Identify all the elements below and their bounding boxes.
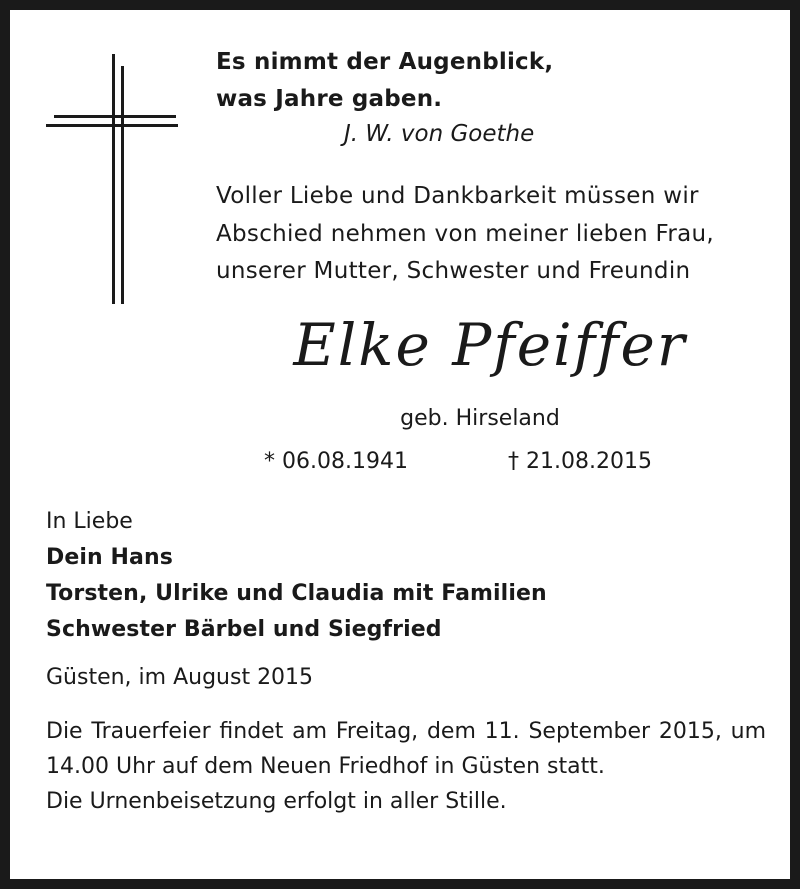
deceased-name: Elke Pfeiffer xyxy=(293,311,687,379)
intro-line-1: Voller Liebe und Dankbarkeit müssen wir xyxy=(216,183,699,209)
intro-line-3: unserer Mutter, Schwester und Freundin xyxy=(216,258,691,284)
cross-icon xyxy=(46,54,178,304)
mourners-block xyxy=(46,504,766,648)
intro-text xyxy=(216,178,776,291)
quote-line-1: Es nimmt der Augenblick, xyxy=(216,49,554,75)
birth-name: geb. Hirseland xyxy=(400,406,560,431)
signoff-intro: In Liebe xyxy=(46,509,133,534)
intro-line-2: Abschied nehmen von meiner lieben Frau, xyxy=(216,220,715,247)
quote-line-2: was Jahre gaben. xyxy=(216,86,443,112)
funeral-text: Die Trauerfeier findet am Freitag, dem 11. September 2015, um 14.00 Uhr auf dem Neuen Friedhof in Güsten statt. xyxy=(46,719,766,779)
funeral-info xyxy=(46,714,766,819)
quote-author: J. W. von Goethe xyxy=(344,121,535,147)
place-date: Güsten, im August 2015 xyxy=(46,665,314,690)
urn-text: Die Urnenbeisetzung erfolgt in aller Stille. xyxy=(46,789,507,814)
birth-date: * 06.08.1941 xyxy=(264,449,408,474)
death-date: † 21.08.2015 xyxy=(508,449,652,474)
mourner-line-3: Schwester Bärbel und Siegfried xyxy=(46,617,442,642)
mourner-line-2: Torsten, Ulrike und Claudia mit Familien xyxy=(46,581,547,606)
quote-block xyxy=(216,44,776,150)
mourner-line-1: Dein Hans xyxy=(46,545,173,570)
